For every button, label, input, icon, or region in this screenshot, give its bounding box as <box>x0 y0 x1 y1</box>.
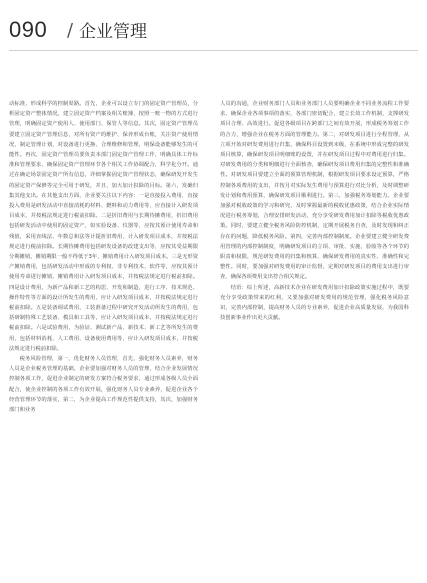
page-number: 090 <box>9 17 48 42</box>
paragraph: 人员的沟通，企业财务部门人员和业务部门人员要明确企业不同业务流程工作要求，确保企业各项事项的落实，各部门密切配合，建立长效工作机制，支撑研发项目合理、高效进行。促进各级项目在跨部门之间有效开展，形成税务筹划工作的合力，增强企业在税务方面的管理能力。第二，对研发项目进行全程管理，从立项开始对研发费用进行归集，确保科目设置到末级，在系统中形成完整的研发项目核算，确保研发项目明细账的设置，并在研发项目过程中对费用进行归集。对研发费用的分类和明细进行全面核查，确保研发项目费用归集的完整性和准确性。对研发项目要建立全面的预算管理机制，根据研发项目要求设定预算，严格控制各项费用的支出，并按月对实际发生费用与预算进行对比分析，及时调整研发计划和费用预算，确保研发项目顺利进行。第三，加强税务筹划能力。企业要加强对税收政策的学习和研究，及时掌握最新的税收优惠政策，结合企业实际情况进行税务筹划，合理安排研发活动，充分享受研发费用加计扣除等税收优惠政策。同时，要建立健全税务风险防控机制，定期开展税务自查，及时发现和纠正存在的问题，降低税务风险。第四，完善内部控制制度。企业要建立健全研发费用管理的内部控制制度，明确研发项目的立项、审批、实施、验收等各个环节的职责和权限，规范研发费用的归集和核算，确保研发费用的真实性、准确性和完整性。同时，要加强对研发费用的审计监督，定期对研发项目的费用支出进行审查，确保各项费用支出符合相关规定。 <box>220 101 409 281</box>
paragraph: 税务风险管理，第一，优化财务人员管理，首先，强化财务人员素养，财务人员是企业税务管理的基础，企业要加强对财务人员的管理，结合企业发展情况控制各项工作，促进企业制定的研发方案符合税务要求，通过形成各级人员全面配合，使企业控制的各项工作有效开展，强化财务人员专业素养，促进企业各个经营管理环节的落实，第二，为企业提高工作规范性提供支持，其次，加强财务部门和业务 <box>9 356 198 414</box>
page-header <box>9 16 418 76</box>
page-separator: / <box>67 20 74 41</box>
paragraph: 动标准，形成科学的控制渠路。首先，企业可以设立专门的固定资产管理员，分析固定资产整体情况，建立固定资产档案及相关账簿，按照一账一物的方式进行管理，明确固定资产使用人、使用部门、保管人等信息。其次，固定资产管理员要建立固定资产管理信息，对所有资产的维护、保养形成台账，关注资产使用情况，制定管理计划，对设备进行更换、合理维修和管理，明保设备能够发生的可能性。再次，固定资产管理员要负责本部门固定资产管理工作，明确具体工作标准和管理要求，确保固定资产管理环节各个相关工作协调配合，科学化分开。通过在确定场景固定资产所有信息，详细掌握固定资产管理状态，确保研发开发生的固定资产保修等完全可用于研发，并且，加大加计扣除的目标。第六，发确归集其他支出。在其他支出方面，企业要关注以下内容：一是直接投入费用，直接投入费用是研发活动中直接消耗的材料、燃料和动力费用等，应直接计入研发项目成本，并按税法规定进行税前扣除。二是折旧费用与长期待摊费用，折旧费用包括研发活动中使用的固定资产，如实验设备、仪器等，应按其预计使用寿命和残值，采用直线法、年数总和法等计提折旧费用，计入研发项目成本，并按税法规定进行税前扣除。长期待摊费用包括研发设备的改建支出等，应按其受益期限分期摊销，摊销期限一般不得低于3年，摊销费用计入研发项目成本。三是无形资产摊销费用，包括研发活动中形成的专利权、非专利技术、软件等，应按其预计使用寿命进行摊销，摊销费用计入研发项目成本，并按税法规定进行税前扣除。四是设计费用，为新产品和新工艺的构思、开发和制造，进行工序、技术规范、操作特性等方面的设计所发生的费用，应计入研发项目成本，并按税法规定进行税前扣除。五是装备调试费用，工装准备过程中研究开发活动所发生的费用，包括研制特殊工艺装备、模具和工具等，应计入研发项目成本，并按税法规定进行税前扣除。六是试验费用，为验证、测试新产品、新技术、新工艺等所发生的费用，包括材料消耗、人工费用、设备使用费用等，应计入研发项目成本，并按税法规定进行税前扣除。 <box>9 101 198 352</box>
right-text-column <box>220 99 409 323</box>
header-rule <box>9 50 418 51</box>
left-text-column <box>9 99 198 415</box>
section-title: 企业管理 <box>79 22 147 42</box>
paragraph: 结语：综上所述，高新技术企业在研发费用加计扣除政策实施过程中，既要充分享受政策带来的红利，又要加强对研发费用的规范管理，强化税务风险意识，完善内部控制，提高财务人员的专业素养，促进企业高质量发展，为我国科技创新事业作出更大贡献。 <box>220 284 409 322</box>
